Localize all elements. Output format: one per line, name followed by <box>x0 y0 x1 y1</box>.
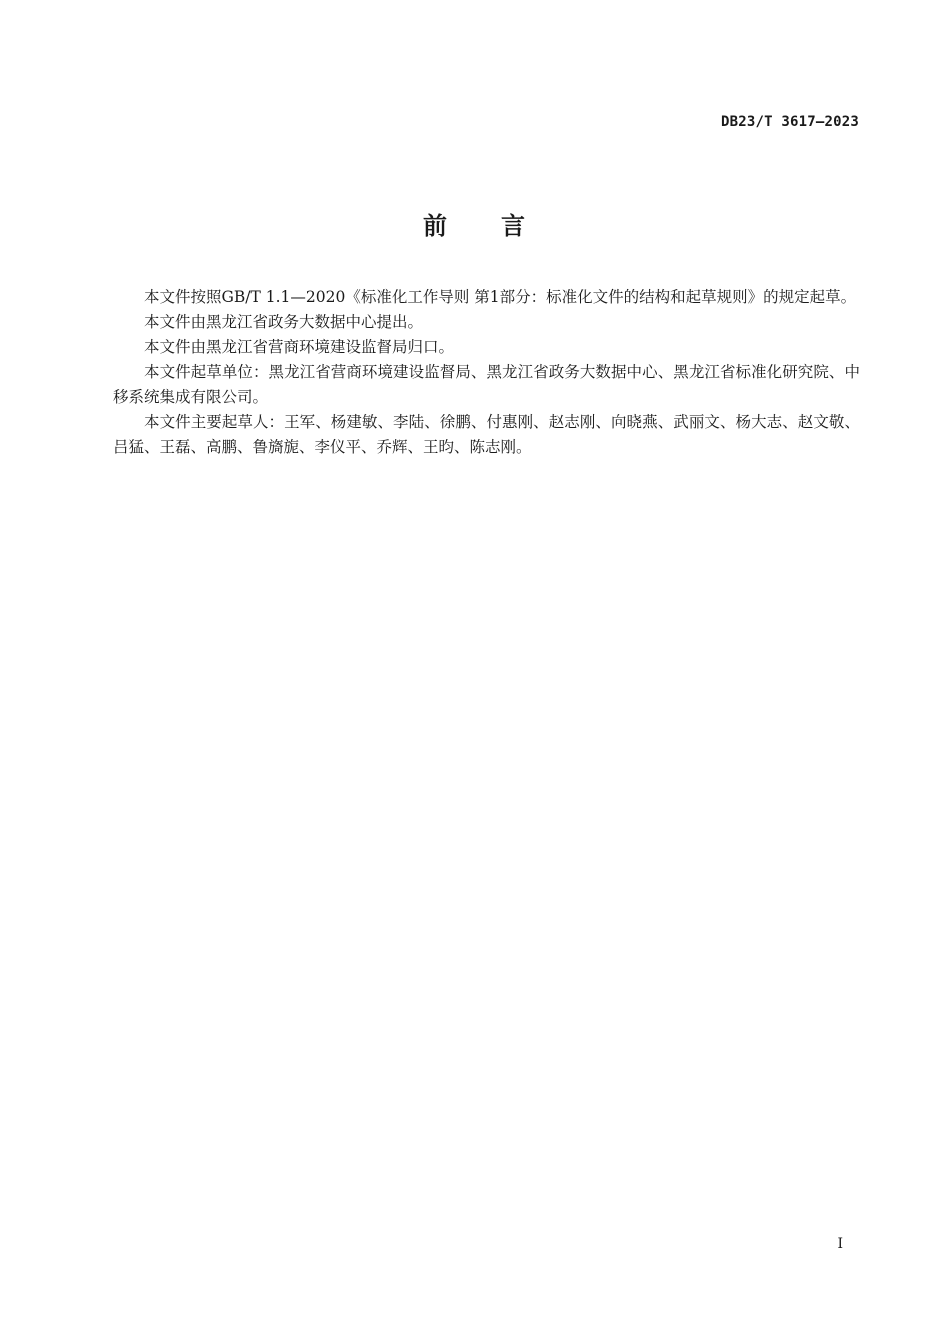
paragraph-proposer: 本文件由黑龙江省政务大数据中心提出。 <box>144 313 424 331</box>
foreword-body <box>113 285 860 460</box>
paragraph-centralized-unit: 本文件由黑龙江省营商环境建设监督局归口。 <box>144 338 455 356</box>
page-number: I <box>837 1236 843 1252</box>
document-standard-number: DB23/T 3617—2023 <box>720 114 859 130</box>
paragraph-drafting-basis: 本文件按照GB/T 1.1—2020《标准化工作导则 第1部分：标准化文件的结构和起草规则》的规定起草。 <box>144 288 857 306</box>
page-title: 前 言 <box>423 212 527 240</box>
paragraph-main-drafters: 本文件主要起草人：王军、杨建敏、李陆、徐鹏、付惠刚、赵志刚、向晓燕、武丽文、杨大志、赵文敬、吕猛、王磊、高鹏、鲁旖旎、李仪平、乔辉、王昀、陈志刚。 <box>113 413 860 456</box>
paragraph-drafting-units: 本文件起草单位：黑龙江省营商环境建设监督局、黑龙江省政务大数据中心、黑龙江省标准化研究院、中移系统集成有限公司。 <box>113 363 860 406</box>
